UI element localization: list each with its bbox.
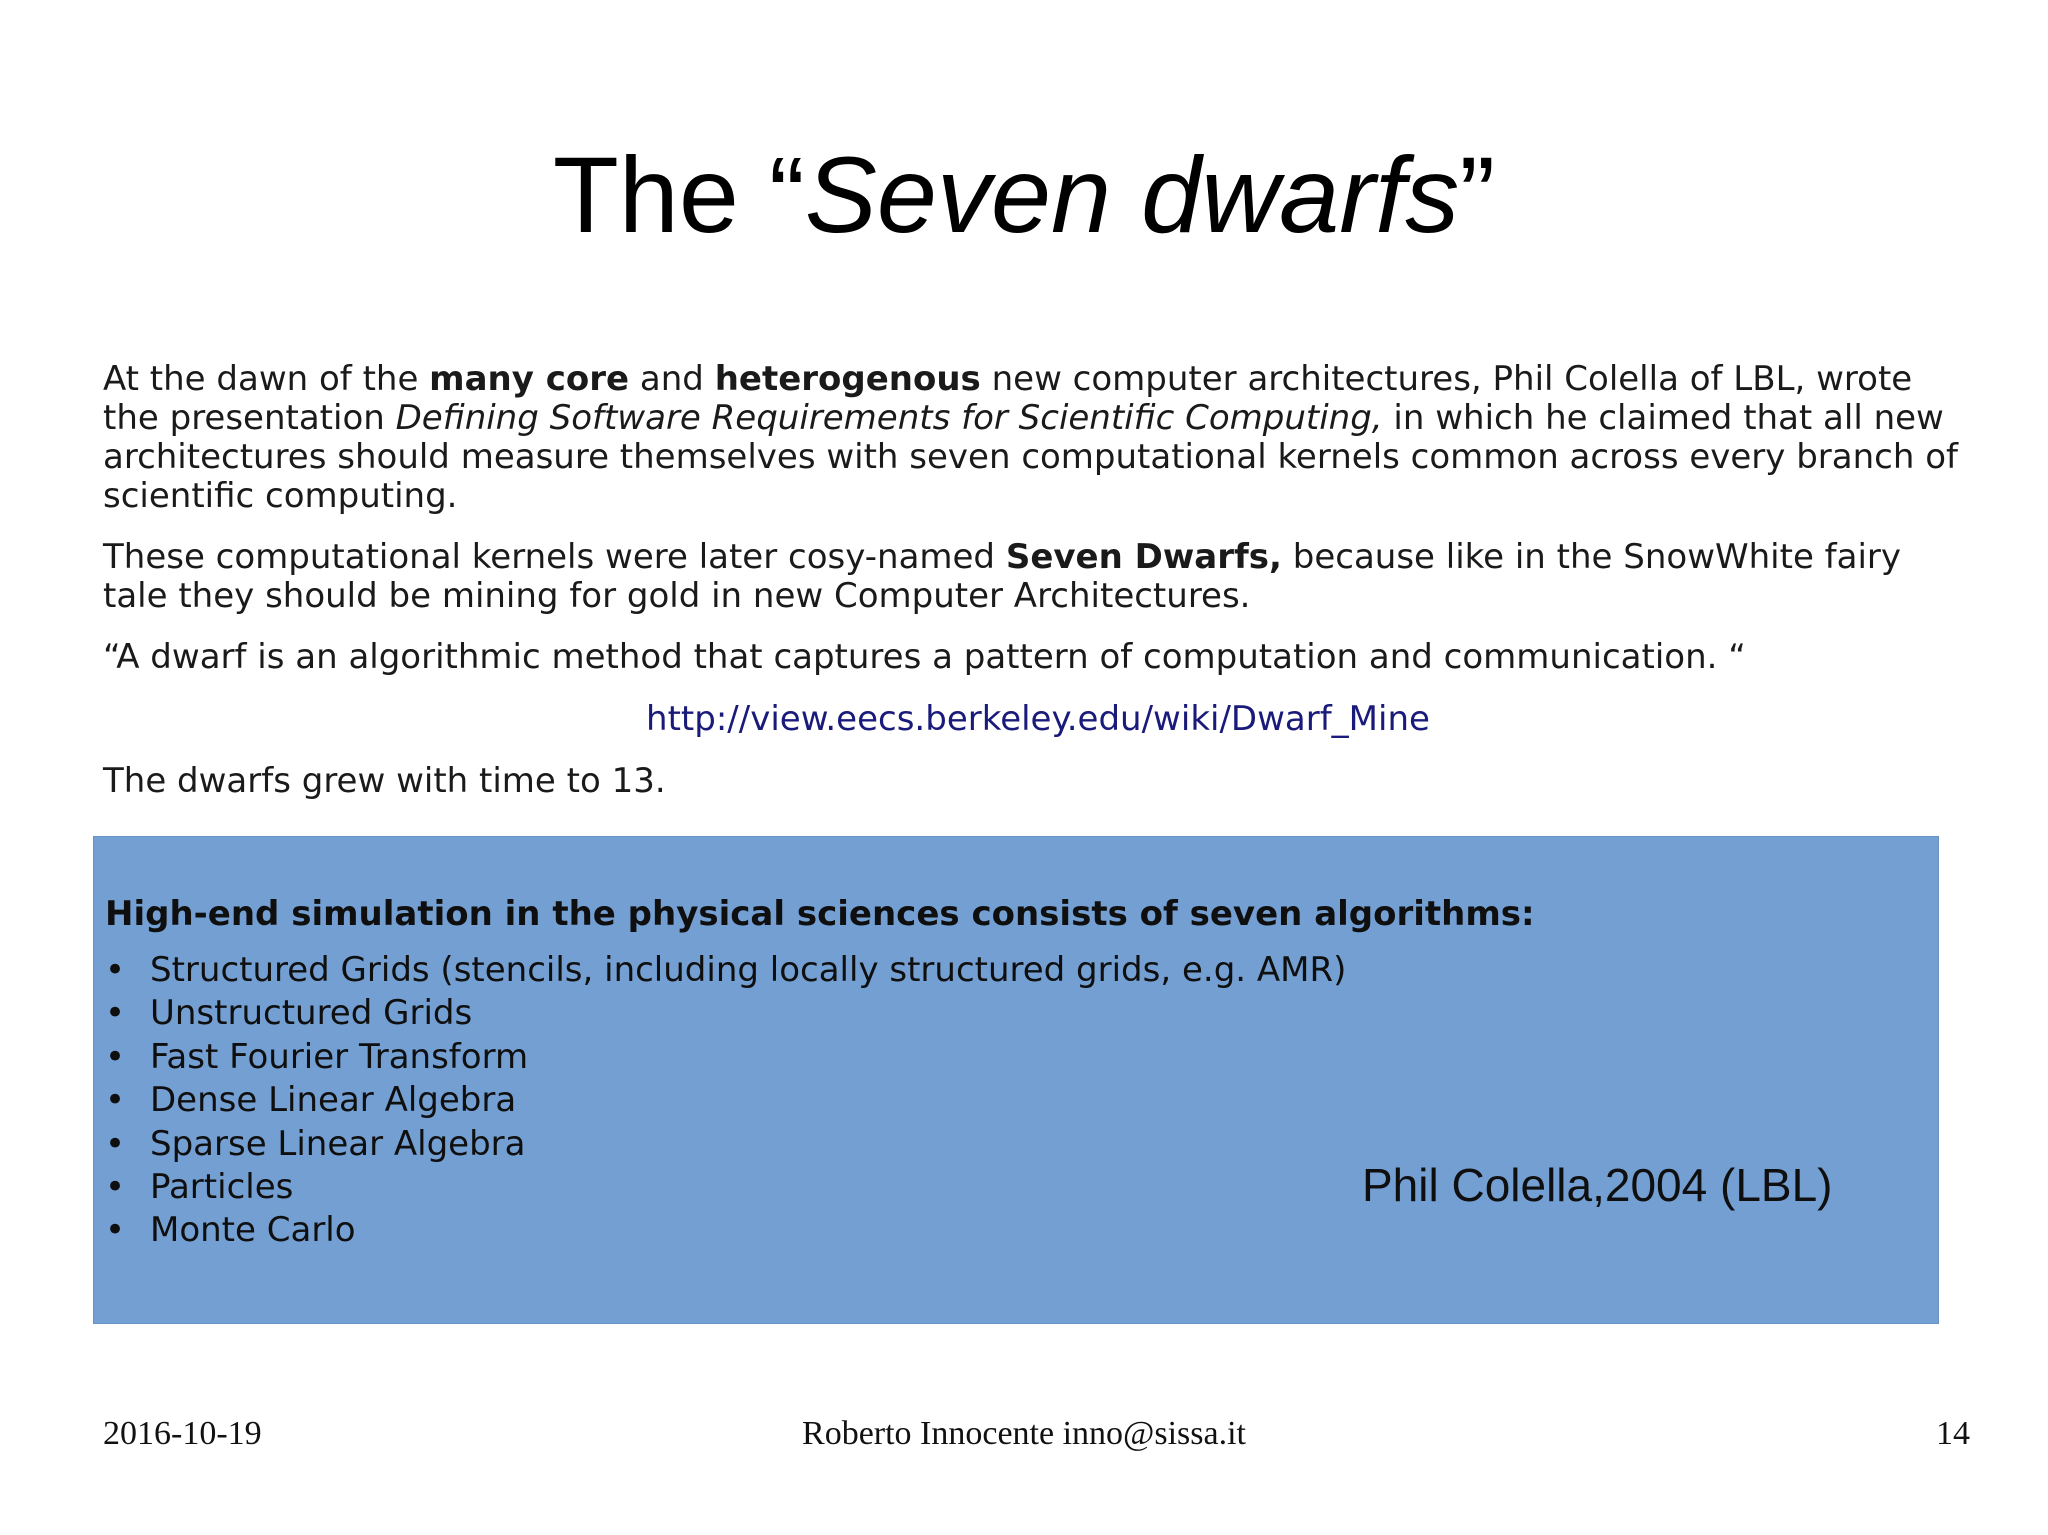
algorithms-box (93, 836, 1939, 1324)
algorithms-heading: High-end simulation in the physical sciences consists of seven algorithms: (105, 894, 1535, 934)
intro-paragraph (103, 360, 1973, 516)
list-item (105, 1079, 1346, 1122)
bullet-icon: • (105, 950, 126, 990)
list-item-label: Unstructured Grids (150, 993, 473, 1034)
bullet-icon: • (105, 993, 126, 1034)
list-item-label: Monte Carlo (150, 1210, 356, 1251)
intro-text-2: and (629, 359, 715, 399)
list-item (105, 1036, 1346, 1079)
intro-text-1: At the dawn of the (103, 359, 430, 399)
list-item (105, 949, 1346, 992)
intro-italic-presentation-title: Defining Software Requirements for Scientific Computing, (395, 398, 1383, 438)
list-item (105, 992, 1346, 1035)
dwarf-mine-url-line (103, 700, 1973, 739)
list-item-label: Dense Linear Algebra (150, 1080, 517, 1121)
algorithms-list (105, 949, 1346, 1253)
footer-author: Roberto Innocente inno@sissa.it (802, 1415, 1246, 1452)
intro-bold-heterogenous: heterogenous (714, 359, 981, 399)
dwarfs-text-2: because like in the SnowWhite fairy tale they should be mining for gold in new Computer Architectures. (103, 537, 1902, 616)
list-item-label: Sparse Linear Algebra (150, 1123, 526, 1164)
title-prefix: The “ (552, 134, 805, 255)
footer-date: 2016-10-19 (103, 1415, 262, 1452)
list-item (105, 1123, 1346, 1166)
title-italic: Seven dwarfs (804, 134, 1460, 255)
intro-text-3: new computer architectures, Phil Colella of LBL, wrote the presentation (103, 359, 1913, 438)
dwarfs-paragraph (103, 538, 1973, 616)
bullet-icon: • (105, 1080, 126, 1121)
dwarfs-growth-line: The dwarfs grew with time to 13. (103, 761, 666, 801)
list-item (105, 1209, 1346, 1252)
slide-body (103, 360, 1973, 801)
slide-title (0, 130, 2048, 260)
intro-text-4: in which he claimed that all new architectures should measure themselves with seven computational kernels common across every branch of scientific computing. (103, 398, 1958, 516)
attribution: Phil Colella,2004 (LBL) (1362, 1159, 1833, 1211)
intro-bold-many-core: many core (429, 359, 630, 399)
bullet-icon: • (105, 1210, 126, 1251)
dwarfs-text-1: These computational kernels were later cosy-named (103, 537, 1006, 577)
list-item (105, 1166, 1346, 1209)
list-item-label: Structured Grids (stencils, including locally structured grids, e.g. AMR) (150, 950, 1347, 990)
dwarf-definition-quote: “A dwarf is an algorithmic method that captures a pattern of computation and communication. “ (103, 637, 1746, 677)
page-number: 14 (1936, 1415, 1970, 1452)
bullet-icon: • (105, 1036, 126, 1077)
list-item-label: Particles (150, 1167, 294, 1208)
bullet-icon: • (105, 1167, 126, 1208)
dwarfs-bold-seven-dwarfs: Seven Dwarfs, (1005, 537, 1282, 577)
title-suffix: ” (1459, 134, 1496, 255)
list-item-label: Fast Fourier Transform (150, 1036, 529, 1077)
bullet-icon: • (105, 1123, 126, 1164)
dwarf-mine-link[interactable]: http://view.eecs.berkeley.edu/wiki/Dwarf_Mine (646, 699, 1430, 739)
